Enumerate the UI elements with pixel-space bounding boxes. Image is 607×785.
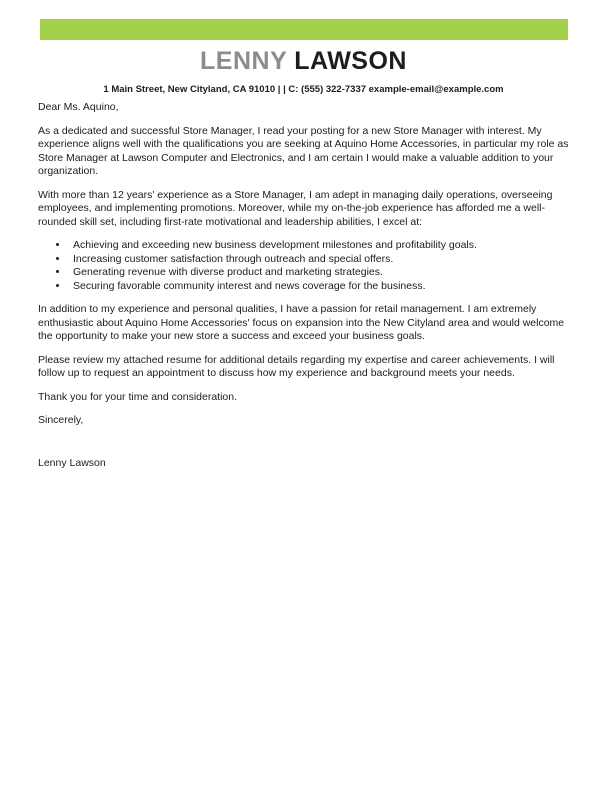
resume-paragraph: Please review my attached resume for additional details regarding my expertise and career achievements. I will follow up to request an appointment to discuss how my experience and background meets your needs. [38, 353, 555, 379]
bullet-item: • Achieving and exceeding new business development milestones and profitability goals. [69, 239, 575, 253]
contact-line: 1 Main Street, New Cityland, CA 91010 | | C: (555) 322-7337 example-email@example.com [103, 84, 504, 95]
closing-line: Sincerely, [38, 414, 84, 426]
applicant-last-name: LAWSON [294, 47, 407, 75]
intro-paragraph: As a dedicated and successful Store Manager, I read your posting for a new Store Manager with interest. My experience aligns well with the qualifications you are seeking at Aquino Home Accessories, in particular my role as Store Manager at Lawson Computer and Electronics, and I am certain I would make a valuable addition to your organization. [38, 124, 569, 177]
bullet-item: • Increasing customer satisfaction through outreach and special offers. [69, 253, 575, 267]
applicant-first-name: LENNY [200, 47, 288, 75]
bullet-item: • Generating revenue with diverse product and marketing strategies. [69, 266, 575, 280]
header-accent-bar [40, 19, 568, 40]
experience-paragraph: With more than 12 years' experience as a Store Manager, I am adept in managing daily operations, overseeing employees, and implementing promotions. Moreover, while my on-the-job experience has afforded me a well-rounded skill set, including first-rate motivational and leadership abilities, I excel at: [38, 188, 553, 228]
bullet-item: • Securing favorable community interest and news coverage for the business. [69, 280, 575, 294]
signature-name: Lenny Lawson [38, 456, 106, 469]
applicant-name [0, 47, 607, 76]
thanks-line: Thank you for your time and consideration. [38, 390, 238, 403]
passion-paragraph: In addition to my experience and personal qualities, I have a passion for retail management. I am extremely enthusiastic about Aquino Home Accessories' focus on expansion into the New Cityland area and would welcome the opportunity to make your new store a success and exceed your business goals. [38, 303, 565, 342]
letter-body [38, 101, 575, 480]
skills-bullet-list [38, 239, 575, 293]
salutation: Dear Ms. Aquino, [38, 101, 119, 113]
